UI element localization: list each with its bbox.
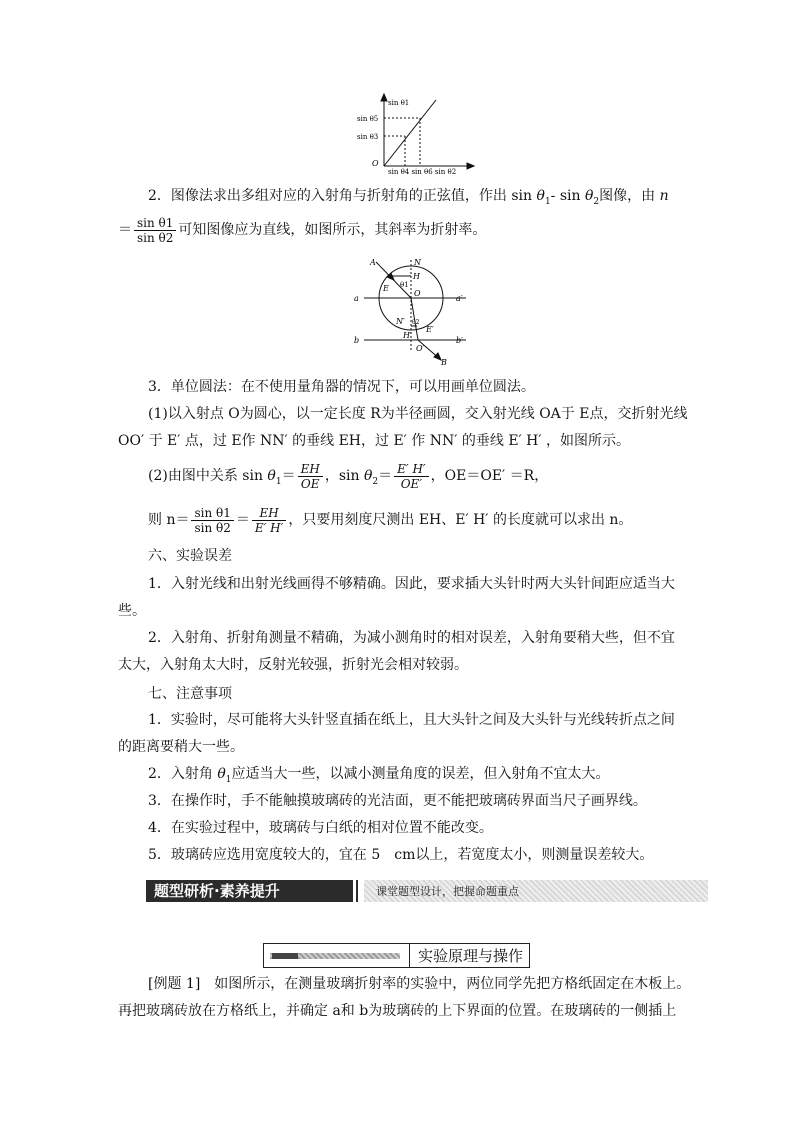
item3-p3	[148, 500, 632, 540]
text: ，OE＝OE′ ＝R，	[430, 468, 549, 484]
topic-tag	[263, 943, 530, 968]
item2-line2	[118, 210, 486, 250]
section6-item1-line1: 1．入射光线和出射光线画得不够精确。因此，要求插大头针时两大头针间距应适当大	[148, 576, 675, 592]
label-a: a	[354, 294, 359, 303]
fraction	[191, 506, 233, 535]
item2-line1	[148, 186, 669, 212]
y-tick-lower: sin θ3	[357, 133, 379, 141]
y-tick-upper: sin θ5	[357, 115, 379, 123]
section7-item4: 4．在实验过程中，玻璃砖与白纸的相对位置不能改变。	[148, 820, 493, 836]
variable-n: n	[659, 188, 669, 204]
theta: θ	[584, 188, 594, 204]
example1-line2: 再把玻璃砖放在方格纸上，并确定 a和 b为玻璃砖的上下界面的位置。在玻璃砖的一侧插上	[118, 1003, 677, 1019]
equals: ＝	[281, 468, 296, 484]
label-a-prime: a′	[456, 294, 463, 303]
label-a-upper: A	[370, 258, 376, 267]
item3-p2	[148, 456, 548, 496]
x-tick-labels: sin θ4 sin θ6 sin θ2	[388, 168, 457, 176]
label-b-upper: B	[441, 358, 447, 366]
section6-item1-line2: 些。	[118, 603, 146, 619]
item3-title: 3．单位圆法：在不使用量角器的情况下，可以用画单位圆法。	[148, 379, 535, 395]
banner-subtitle-area	[364, 880, 708, 902]
label-h: H	[413, 272, 420, 281]
label-theta1: θ1	[400, 281, 409, 289]
banner-divider	[350, 880, 364, 902]
subscript: 1	[544, 196, 551, 207]
fraction	[394, 462, 429, 491]
denominator: OE	[300, 476, 320, 491]
y-axis-label: sin θ1	[388, 99, 410, 107]
numerator: sin θ1	[191, 506, 233, 521]
denominator: OE′	[400, 476, 423, 491]
equals: ＝	[235, 512, 250, 528]
fraction	[252, 506, 287, 535]
section7-item2	[148, 764, 610, 790]
label-theta2: θ2	[412, 319, 420, 326]
theta: θ	[363, 468, 373, 484]
text: ，sin	[324, 468, 364, 484]
section6-item2-line2: 太大，入射角太大时，反射光较强，折射光会相对较弱。	[118, 657, 468, 673]
label-b-prime: b′	[456, 336, 463, 345]
fraction	[134, 216, 176, 245]
label-e-prime: E′	[426, 325, 434, 334]
text: 图像，由	[599, 188, 660, 204]
banner-title: 题型研析·素养提升	[146, 880, 350, 902]
section7-item1-line1: 1．实验时，尽可能将大头针竖直插在纸上，且大头针之间及大头针与光线转折点之间	[148, 712, 675, 728]
origin-label: O	[372, 159, 379, 168]
section-banner	[146, 880, 708, 902]
tag-label: 实验原理与操作	[418, 947, 524, 965]
section7-item5: 5．玻璃砖应选用宽度较大的，宜在 5 cm以上，若宽度太小，则测量误差较大。	[148, 847, 654, 863]
item3-p1-line2: OO′ 于 E′ 点，过 E作 NN′ 的垂线 EH，过 E′ 作 NN′ 的垂线 E′ H′ ，如图所示。	[118, 433, 631, 449]
denominator: sin θ2	[194, 520, 231, 535]
label-o: O	[414, 289, 421, 298]
subscript: 1	[275, 476, 282, 487]
numerator: EH	[252, 506, 287, 521]
theta: θ	[536, 188, 545, 204]
numerator: sin θ1	[134, 216, 176, 231]
label-n-prime: N′	[396, 317, 405, 326]
label-n: N	[414, 258, 421, 267]
label-b: b	[354, 336, 360, 345]
text: (2)由图中关系 sin	[148, 468, 268, 484]
banner-subtitle: 课堂题型设计，把握命题重点	[376, 885, 519, 898]
theta: θ	[267, 468, 276, 484]
tag-decoration	[266, 946, 406, 965]
label-e: E	[383, 284, 389, 293]
subscript: 2	[372, 476, 379, 487]
denominator: sin θ2	[137, 230, 174, 245]
section6-heading: 六、实验误差	[148, 548, 232, 564]
equals: ＝	[378, 468, 393, 484]
text: 2．入射角	[148, 766, 218, 782]
denominator: E′ H′	[254, 520, 284, 535]
fraction	[298, 462, 323, 491]
label-h-prime: H′	[403, 331, 412, 340]
sine-graph	[350, 92, 480, 176]
text: 2．图像法求出多组对应的入射角与折射角的正弦值，作出 sin	[148, 188, 537, 204]
tag-divider	[409, 944, 410, 967]
label-o-prime: O′	[416, 344, 425, 353]
tag-decoration-mark	[272, 953, 298, 959]
subscript: 2	[593, 196, 600, 207]
text: - sin	[550, 188, 585, 204]
text: 则 n＝	[148, 512, 190, 528]
unit-circle-diagram	[346, 254, 476, 366]
section7-item1-line2: 的距离要稍大一些。	[118, 739, 244, 755]
numerator: E′ H′	[394, 462, 429, 477]
equals: ＝	[118, 222, 132, 238]
item3-p1-line1: (1)以入射点 O为圆心，以一定长度 R为半径画圆，交入射光线 OA于 E点，交折射光线	[148, 406, 688, 422]
numerator: EH	[298, 462, 323, 477]
subscript: 1	[225, 774, 232, 785]
theta: θ	[217, 766, 226, 782]
section7-item3: 3．在操作时，手不能触摸玻璃砖的光洁面，更不能把玻璃砖界面当尺子画界线。	[148, 793, 647, 809]
text: ，只要用刻度尺测出 EH、E′ H′ 的长度就可以求出 n。	[288, 512, 633, 528]
section7-heading: 七、注意事项	[148, 686, 232, 702]
example1-line1: [例题 1] 如图所示，在测量玻璃折射率的实验中，两位同学先把方格纸固定在木板上。	[148, 976, 691, 992]
text: 可知图像应为直线，如图所示，其斜率为折射率。	[178, 222, 487, 238]
text: 应适当大一些，以减小测量角度的误差，但入射角不宜太大。	[231, 766, 610, 782]
section6-item2-line1: 2．入射角、折射角测量不精确，为减小测角时的相对误差，入射角要稍大些，但不宜	[148, 630, 675, 646]
